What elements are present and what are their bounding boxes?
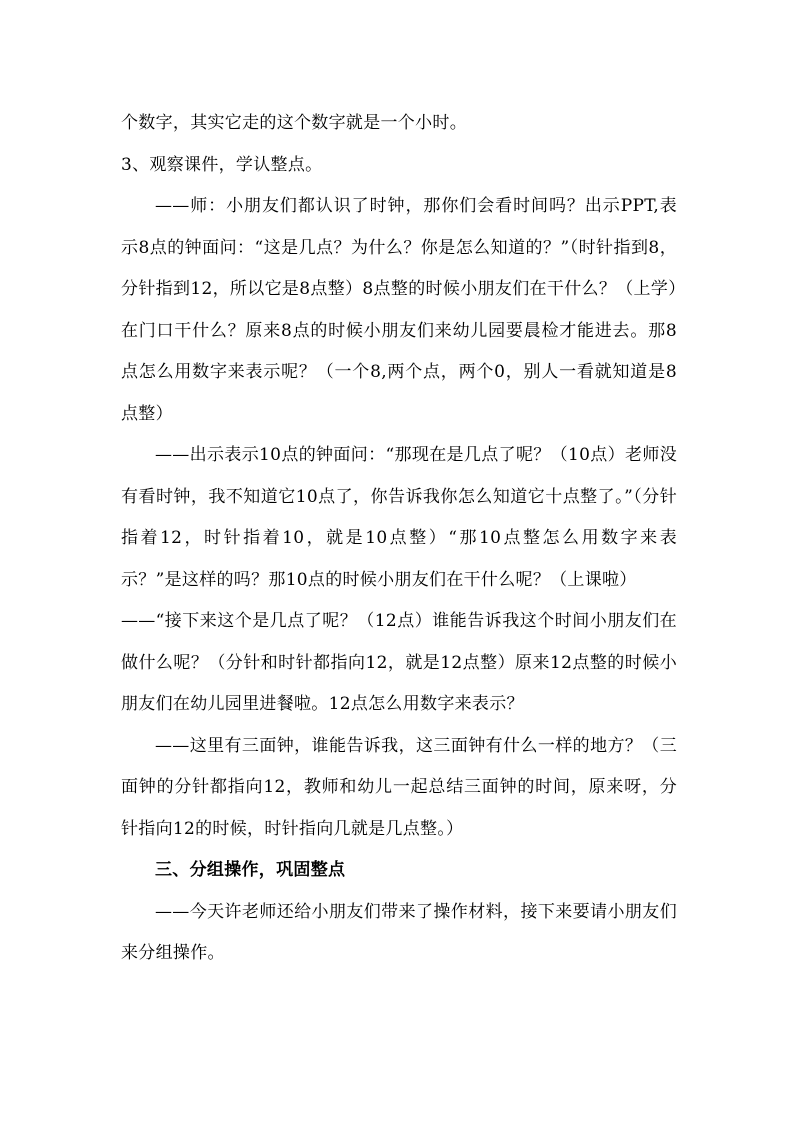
- paragraph-group-materials: ——今天许老师还给小朋友们带来了操作材料，接下来要请小朋友们来分组操作。: [121, 901, 677, 963]
- document-body: [121, 103, 677, 975]
- paragraph-ten-oclock: ——出示表示10点的钟面问：“那现在是几点了呢？（10点）老师没有看时钟，我不知道它10点了，你告诉我你怎么知道它十点整了。”（分针指着12，时针指着10，就是10点整）“那10点整怎么用数字来表示？”是这样的吗？那10点的时候小朋友们在干什么呢？（上课啦）: [121, 445, 677, 590]
- paragraph-three-clocks: ——这里有三面钟，谁能告诉我，这三面钟有什么一样的地方？（三面钟的分针都指向12，教师和幼儿一起总结三面钟的时间，原来呀，分针指向12的时候，时针指向几就是几点整。）: [121, 735, 677, 839]
- paragraph-step-3: 3、观察课件，学认整点。: [121, 154, 323, 175]
- paragraph-hour-intro: 个数字，其实它走的这个数字就是一个小时。: [121, 113, 467, 133]
- section-heading-group-practice: 三、分组操作，巩固整点: [155, 860, 346, 880]
- paragraph-twelve-oclock: ——“接下来这个是几点了呢？（12点）谁能告诉我这个时间小朋友们在做什么呢？（分针和时针都指向12，就是12点整）原来12点整的时候小朋友们在幼儿园里进餐啦。12点怎么用数字来表示？: [121, 611, 678, 714]
- paragraph-eight-oclock: ——师：小朋友们都认识了时钟，那你们会看时间吗？出示PPT,表示8点的钟面问：“这是几点？为什么？你是怎么知道的？”（时针指到8，分针指到12，所以它是8点整）8点整的时候小朋友们在干什么？（上学）在门口干什么？原来8点的时候小朋友们来幼儿园要晨检才能进去。那8点怎么用数字来表示呢？（一个8,两个点，两个0，别人一看就知道是8点整）: [121, 196, 677, 424]
